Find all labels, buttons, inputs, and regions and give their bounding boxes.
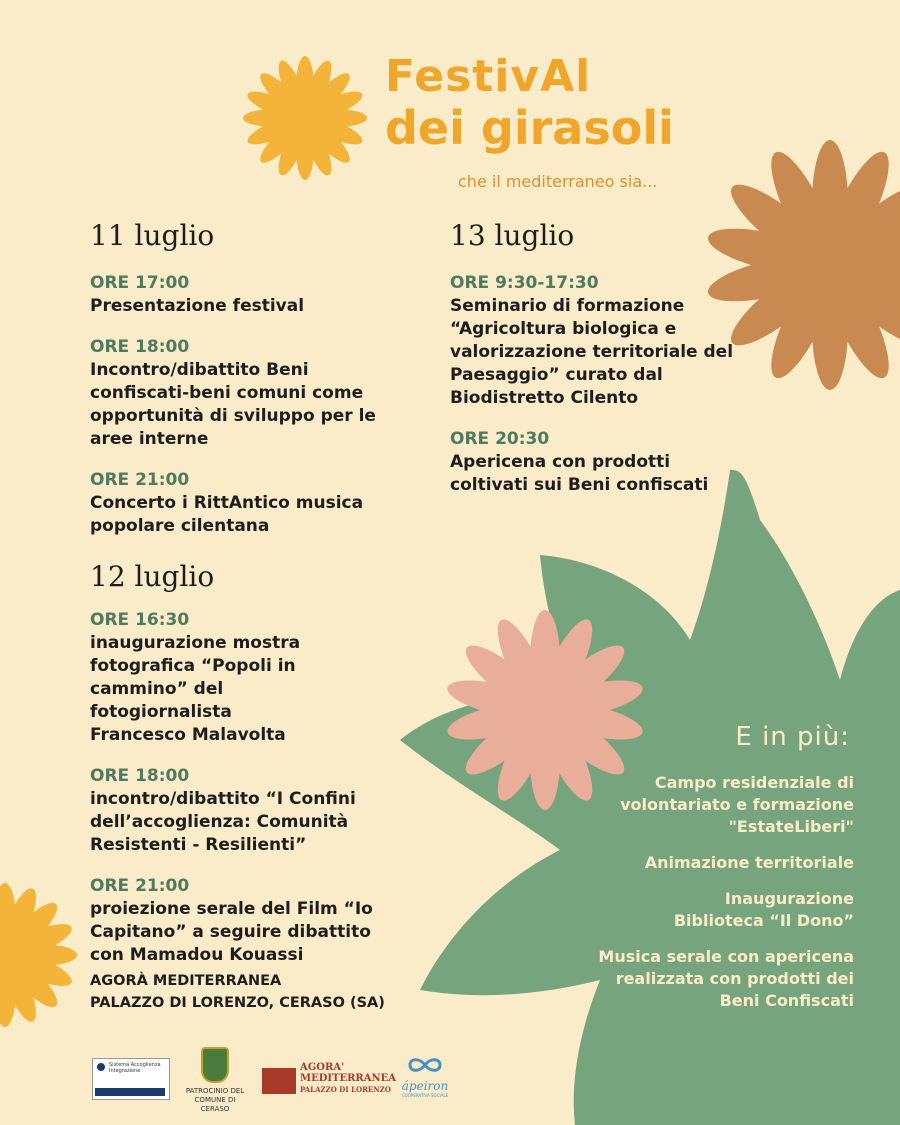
day-13-section xyxy=(450,219,750,497)
sai-dot-icon xyxy=(97,1063,105,1071)
flower-center xyxy=(519,684,571,736)
festival-title-line2: dei girasoli xyxy=(385,101,674,155)
sunflower-top xyxy=(243,56,367,180)
agora-line3: PALAZZO DI LORENZO xyxy=(300,1085,391,1094)
event-time: ORE 20:30 xyxy=(450,429,550,449)
sunflower-bottom-left xyxy=(0,883,77,1027)
flower-center xyxy=(283,96,327,140)
patrocinio-logo xyxy=(185,1047,245,1114)
venue-line2: PALAZZO DI LORENZO, CERASO (SA) xyxy=(90,995,385,1011)
coat-of-arms-icon xyxy=(201,1047,229,1083)
sai-text: Sistema Accoglienza Integrazione xyxy=(109,1062,161,1074)
agora-line2: MEDITERRANEA xyxy=(300,1073,397,1084)
infinity-icon xyxy=(405,1055,445,1075)
festival-title-line1: FestivAl xyxy=(385,51,592,102)
event-desc: Concerto i RittAntico musica popolare cilentana xyxy=(90,493,364,536)
event-time: ORE 9:30-17:30 xyxy=(450,273,599,293)
event-time: ORE 21:00 xyxy=(90,470,190,490)
flower-center xyxy=(800,235,860,295)
event-time: ORE 21:00 xyxy=(90,876,190,896)
event-desc: inaugurazione mostra fotografica “Popoli in cammino” del fotogiornalista Francesco Malavolta xyxy=(90,633,301,745)
extra-item: Inaugurazione Biblioteca “Il Dono” xyxy=(673,889,854,930)
event-time: ORE 18:00 xyxy=(90,337,190,357)
extras-list xyxy=(554,772,854,1026)
agora-line1: AGORA' xyxy=(300,1062,345,1073)
apeiron-sub: COOPERATIVA SOCIALE xyxy=(401,1093,449,1098)
event-time: ORE 18:00 xyxy=(90,766,190,786)
sai-logo xyxy=(92,1058,170,1100)
event-time: ORE 17:00 xyxy=(90,273,190,293)
venue-info xyxy=(90,970,385,1014)
festival-tagline: che il mediterraneo sia... xyxy=(458,172,658,191)
event-desc: incontro/dibattito “I Confini dell’accoglienza: Comunità Resistenti - Resilienti” xyxy=(90,789,356,855)
day-title: 13 luglio xyxy=(450,219,575,252)
event-desc: Incontro/dibattito Beni confiscati-beni comuni come opportunità di sviluppo per le aree interne xyxy=(90,360,376,449)
extra-item: Musica serale con apericena realizzata con prodotti dei Beni Confiscati xyxy=(598,947,854,1010)
venue-line1: AGORÀ MEDITERRANEA xyxy=(90,973,282,989)
agora-logo xyxy=(262,1062,397,1098)
extras-title: E in più: xyxy=(735,722,850,752)
event-desc: Apericena con prodotti coltivati sui Beni confiscati xyxy=(450,452,709,495)
extra-item: Animazione territoriale xyxy=(644,853,854,872)
day-title: 12 luglio xyxy=(90,560,215,593)
day-12-section xyxy=(90,560,390,967)
patrocinio-line2: COMUNE DI CERASO xyxy=(194,1096,236,1113)
extra-item: Campo residenziale di volontariato e formazione "EstateLiberi" xyxy=(620,773,854,836)
event-desc: Presentazione festival xyxy=(90,296,305,316)
patrocinio-line1: PATROCINIO DEL xyxy=(185,1087,245,1095)
day-11-section xyxy=(90,219,410,538)
event-desc: proiezione serale del Film “Io Capitano” a seguire dibattito con Mamadou Kouassi xyxy=(90,899,373,965)
event-desc: Seminario di formazione “Agricoltura biologica e valorizzazione territoriale del Paesaggio” curato dal Biodistretto Cilento xyxy=(450,296,734,408)
event-time: ORE 16:30 xyxy=(90,610,190,630)
apeiron-name: ápeiron xyxy=(401,1079,449,1093)
apeiron-logo xyxy=(395,1055,455,1098)
building-icon xyxy=(262,1068,296,1094)
day-title: 11 luglio xyxy=(90,219,215,252)
